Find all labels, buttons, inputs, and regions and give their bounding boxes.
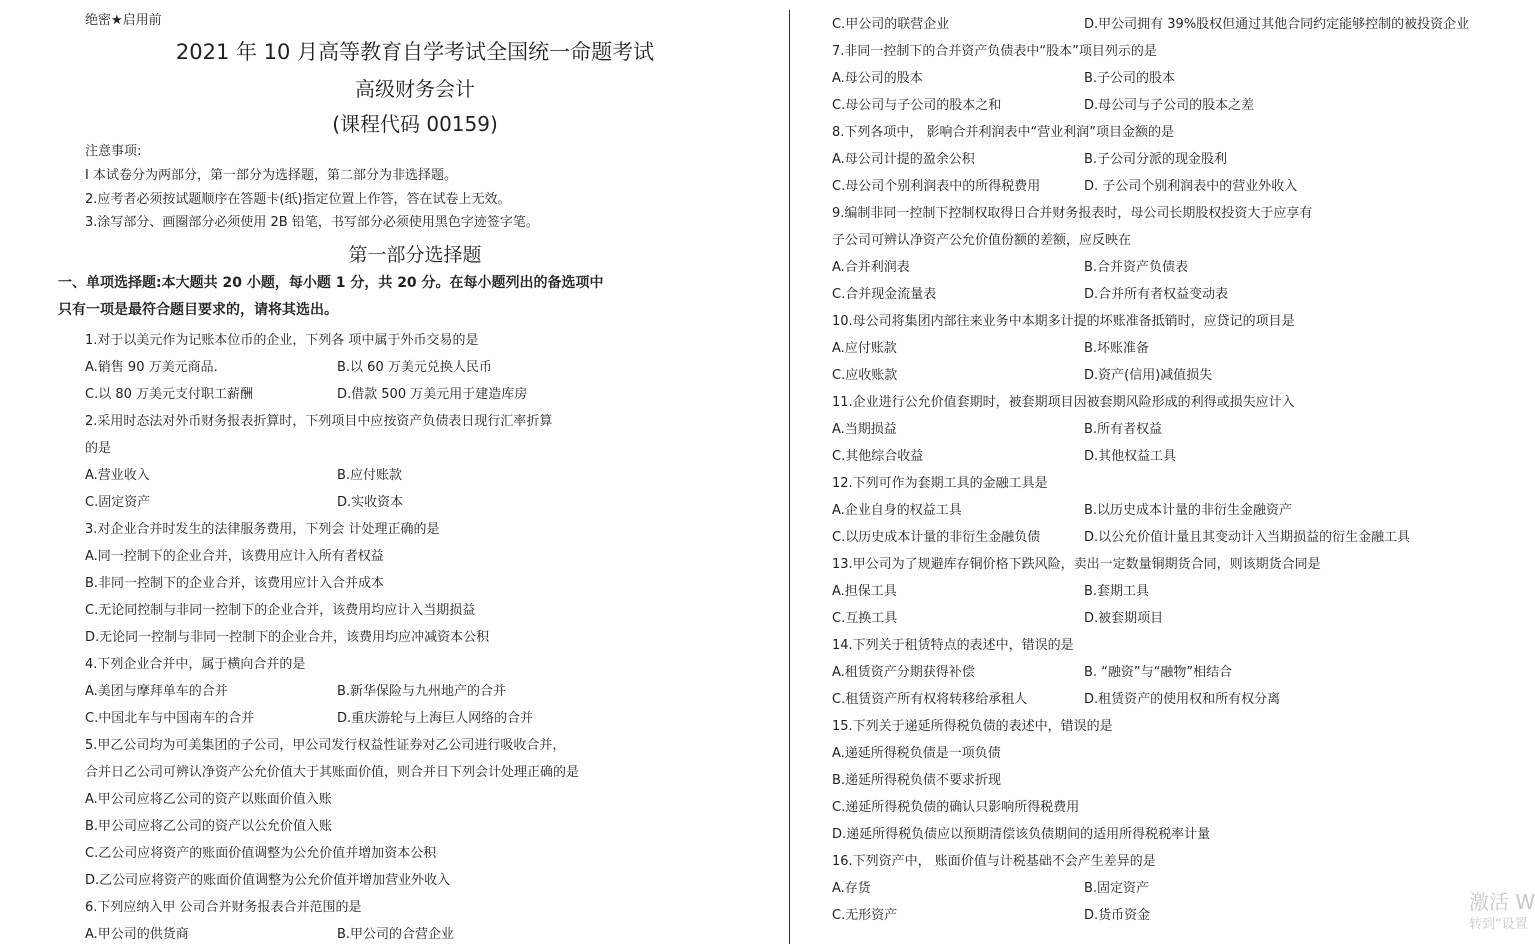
question-line: 16.下列资产中， 账面价值与计税基础不会产生差异的是 — [832, 854, 1156, 869]
answer-option: D. 子公司个别利润表中的营业外收入 — [1084, 179, 1298, 194]
course-code: (课程代码 00159) — [332, 112, 498, 136]
answer-option: A.应付账款 — [832, 341, 897, 356]
answer-option: A.企业自身的权益工具 — [832, 503, 962, 518]
answer-option: B.固定资产 — [1084, 881, 1150, 896]
secret-label: 绝密★启用前 — [85, 13, 162, 28]
answer-option: C.其他综合收益 — [832, 449, 924, 464]
answer-option: A.母公司计提的盈余公积 — [832, 152, 975, 167]
answer-option: C.中国北车与中国南车的合并 — [85, 711, 255, 726]
question-line: B.递延所得税负债不要求折现 — [832, 773, 1002, 788]
answer-option: A.担保工具 — [832, 584, 897, 599]
subject-title: 高级财务会计 — [355, 77, 475, 101]
answer-option: C.互换工具 — [832, 611, 898, 626]
answer-option: B.子公司分派的现金股利 — [1084, 152, 1228, 167]
answer-option: B.新华保险与九州地产的合并 — [337, 684, 507, 699]
question-line: D.乙公司应将资产的账面价值调整为公允价值并增加营业外收入 — [85, 873, 451, 888]
question-line: D.递延所得税负债应以预期清偿该负债期间的适用所得税税率计量 — [832, 827, 1211, 842]
answer-option: D.实收资本 — [337, 495, 404, 510]
question-line: 10.母公司将集团内部往来业务中本期多计提的坏账准备抵销时，应贷记的项目是 — [832, 314, 1295, 329]
notes-title: 注意事项: — [85, 144, 142, 159]
answer-option: C.租赁资产所有权将转移给承租人 — [832, 692, 1028, 707]
answer-option: A.当期损益 — [832, 422, 897, 437]
question-line: 的是 — [85, 441, 112, 456]
answer-option: C.合并现金流量表 — [832, 287, 937, 302]
activation-watermark: 激活 W — [1469, 890, 1535, 914]
question-line: 5.甲乙公司均为可美集团的子公司，甲公司发行权益性证券对乙公司进行吸收合并， — [85, 738, 566, 753]
answer-option: C.以 80 万美元支付职工薪酬 — [85, 387, 254, 402]
part-title: 第一部分选择题 — [348, 244, 482, 266]
question-line: 7.非同一控制下的合并资产负债表中“股本”项目列示的是 — [832, 44, 1157, 59]
question-line: B.非同一控制下的企业合并，该费用应计入合并成本 — [85, 576, 385, 591]
answer-option: B.子公司的股本 — [1084, 71, 1176, 86]
question-line: 4.下列企业合并中，属于横向合并的是 — [85, 657, 306, 672]
question-line: 14.下列关于租赁特点的表述中，错误的是 — [832, 638, 1074, 653]
question-line: 12.下列可作为套期工具的金融工具是 — [832, 476, 1048, 491]
question-line: B.甲公司应将乙公司的资产以公允价值入账 — [85, 819, 333, 834]
answer-option: B. “融资”与“融物”相结合 — [1084, 665, 1233, 680]
answer-option: C.固定资产 — [85, 495, 151, 510]
note-1: I 本试卷分为两部分，第一部分为选择题，第二部分为非选择题。 — [85, 168, 457, 183]
question-line: C.递延所得税负债的确认只影响所得税费用 — [832, 800, 1080, 815]
answer-option: D.其他权益工具 — [1084, 449, 1177, 464]
exam-title: 2021 年 10 月高等教育自学考试全国统一命题考试 — [175, 40, 655, 64]
question-line: A.同一控制下的企业合并，该费用应计入所有者权益 — [85, 549, 384, 564]
answer-option: A.租赁资产分期获得补偿 — [832, 665, 975, 680]
question-line: 合并日乙公司可辨认净资产公允价值大于其账面价值，则合并日下列会计处理正确的是 — [85, 765, 580, 780]
answer-option: A.美团与摩拜单车的合并 — [85, 684, 228, 699]
answer-option: C.母公司与子公司的股本之和 — [832, 98, 1002, 113]
answer-option: B.以历史成本计量的非衍生金融资产 — [1084, 503, 1293, 518]
answer-option: A.存货 — [832, 881, 871, 896]
note-3: 3.涂写部分、画圈部分必须使用 2B 铅笔，书写部分必须使用黑色字迹签字笔。 — [85, 215, 539, 230]
answer-option: A.甲公司的供货商 — [85, 927, 189, 942]
answer-option: B.合并资产负债表 — [1084, 260, 1189, 275]
answer-option: D.借款 500 万美元用于建造库房 — [337, 387, 528, 402]
answer-option: D.资产(信用)减值损失 — [1084, 368, 1213, 383]
answer-option: C.无形资产 — [832, 908, 898, 923]
answer-option: A.销售 90 万美元商品. — [85, 360, 218, 375]
question-line: C.乙公司应将资产的账面价值调整为公允价值并增加资本公积 — [85, 846, 437, 861]
answer-option: B.坏账准备 — [1084, 341, 1150, 356]
answer-option: B.套期工具 — [1084, 584, 1150, 599]
answer-option: D.重庆游轮与上海巨人网络的合并 — [337, 711, 534, 726]
answer-option: D.母公司与子公司的股本之差 — [1084, 98, 1255, 113]
question-line: 8.下列各项中， 影响合并利润表中“营业利润”项目金额的是 — [832, 125, 1175, 140]
answer-option: D.货币资金 — [1084, 908, 1151, 923]
answer-option: C.应收账款 — [832, 368, 898, 383]
answer-option: D.以公允价值计量且其变动计入当期损益的衍生金融工具 — [1084, 530, 1411, 545]
question-line: 子公司可辨认净资产公允价值份额的差额，应反映在 — [832, 233, 1132, 248]
section-heading-line2: 只有一项是最符合题目要求的，请将其选出。 — [58, 302, 338, 318]
answer-option: D.被套期项目 — [1084, 611, 1164, 626]
note-2: 2.应考者必须按试题顺序在答题卡(纸)指定位置上作答，答在试卷上无效。 — [85, 192, 511, 207]
question-line: C.无论同控制与非同一控制下的企业合并，该费用均应计入当期损益 — [85, 603, 476, 618]
question-line: A.递延所得税负债是一项负债 — [832, 746, 1001, 761]
answer-option: D.合并所有者权益变动表 — [1084, 287, 1229, 302]
question-line: 6.下列应纳入甲 公司合并财务报表合并范围的是 — [85, 900, 362, 915]
question-line: 13.甲公司为了规避库存铜价格下跌风险，卖出一定数量铜期货合同，则该期货合同是 — [832, 557, 1321, 572]
answer-option: D.租赁资产的使用权和所有权分离 — [1084, 692, 1281, 707]
question-line: 2.采用时态法对外币财务报表折算时，下列项目中应按资产负债表日现行汇率折算 — [85, 414, 553, 429]
answer-option: C.母公司个别利润表中的所得税费用 — [832, 179, 1041, 194]
question-line: 3.对企业合并时发生的法律服务费用，下列会 计处理正确的是 — [85, 522, 440, 537]
question-line: 1.对于以美元作为记账本位币的企业，下列各 项中属于外币交易的是 — [85, 333, 479, 348]
answer-option: B.以 60 万美元兑换人民币 — [337, 360, 492, 375]
answer-option: C.甲公司的联营企业 — [832, 17, 950, 32]
answer-option: A.营业收入 — [85, 468, 150, 483]
activation-watermark-hint: 转到“设置 — [1469, 917, 1528, 932]
question-line: A.甲公司应将乙公司的资产以账面价值入账 — [85, 792, 332, 807]
answer-option: C.以历史成本计量的非衍生金融负债 — [832, 530, 1041, 545]
answer-option: D.甲公司拥有 39%股权但通过其他合同约定能够控制的被投资企业 — [1084, 17, 1470, 32]
answer-option: A.母公司的股本 — [832, 71, 923, 86]
question-line: 9.编制非同一控制下控制权取得日合并财务报表时，母公司长期股权投资大于应享有 — [832, 206, 1313, 221]
answer-option: B.甲公司的合营企业 — [337, 927, 455, 942]
section-heading-line1: 一、单项选择题:本大题共 20 小题，每小题 1 分，共 20 分。在每小题列出的备选项中 — [58, 275, 604, 291]
question-line: 15.下列关于递延所得税负债的表述中，错误的是 — [832, 719, 1113, 734]
answer-option: A.合并利润表 — [832, 260, 910, 275]
answer-option: B.所有者权益 — [1084, 422, 1163, 437]
answer-option: B.应付账款 — [337, 468, 403, 483]
question-line: 11.企业进行公允价值套期时，被套期项目因被套期风险形成的利得或损失应计入 — [832, 395, 1295, 410]
question-line: D.无论同一控制与非同一控制下的企业合并，该费用均应冲减资本公积 — [85, 630, 490, 645]
column-divider — [789, 10, 790, 944]
